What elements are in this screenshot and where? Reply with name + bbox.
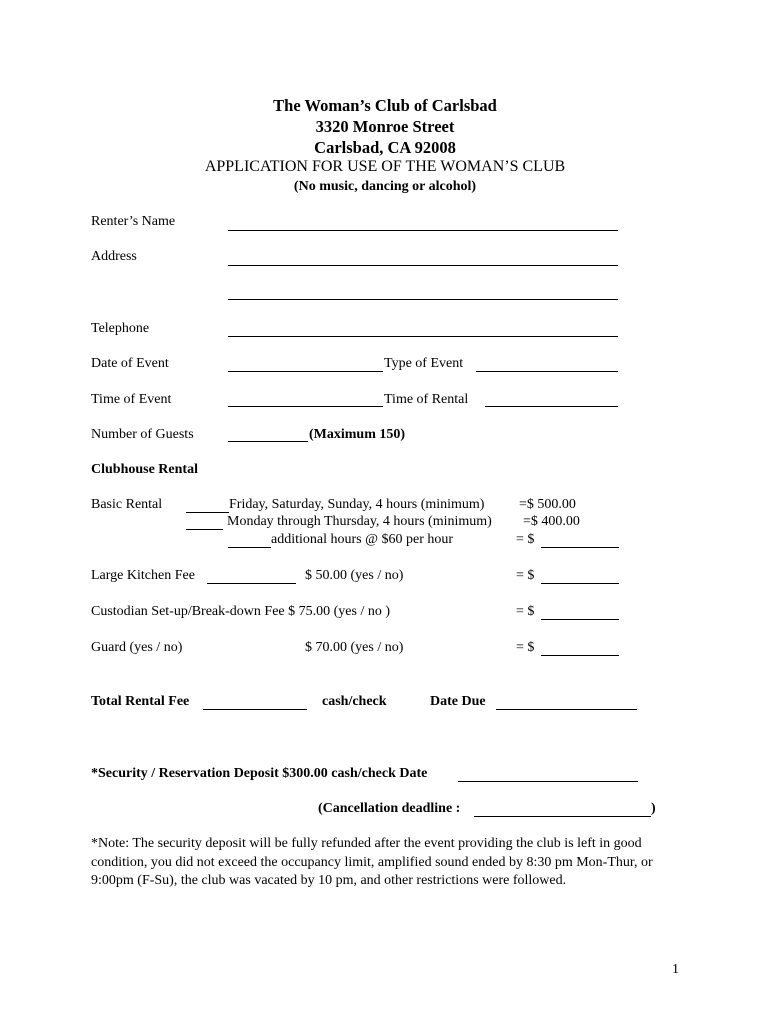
guard-fee-label: Guard (yes / no)	[91, 640, 183, 655]
telephone-field[interactable]	[228, 322, 618, 337]
date-of-event-label: Date of Event	[91, 356, 169, 371]
basic-rental-weekday-price: =$ 400.00	[523, 514, 580, 529]
custodian-fee-eq: = $	[516, 604, 535, 619]
guard-fee-total-field[interactable]	[541, 641, 619, 656]
total-payment-method: cash/check	[322, 694, 387, 709]
kitchen-fee-price: $ 50.00 (yes / no)	[305, 568, 404, 583]
number-of-guests-field[interactable]	[228, 427, 308, 442]
kitchen-fee-total-field[interactable]	[541, 569, 619, 584]
security-deposit-date-field[interactable]	[458, 767, 638, 782]
basic-rental-label: Basic Rental	[91, 497, 163, 512]
kitchen-fee-label: Large Kitchen Fee	[91, 568, 195, 583]
kitchen-fee-field[interactable]	[207, 569, 296, 584]
time-of-event-field[interactable]	[228, 392, 383, 407]
cancellation-deadline-close: )	[651, 801, 656, 816]
clubhouse-rental-heading: Clubhouse Rental	[91, 462, 198, 477]
additional-hours-total-field[interactable]	[541, 533, 619, 548]
custodian-fee-label: Custodian Set-up/Break-down Fee $ 75.00 (yes / no )	[91, 604, 391, 619]
date-due-field[interactable]	[496, 695, 637, 710]
time-of-event-label: Time of Event	[91, 392, 172, 407]
telephone-label: Telephone	[91, 321, 150, 336]
restriction-note: (No music, dancing or alcohol)	[293, 179, 477, 194]
time-of-rental-label: Time of Rental	[384, 392, 469, 407]
basic-rental-weekend-check[interactable]	[186, 498, 229, 513]
date-of-event-field[interactable]	[228, 357, 383, 372]
cancellation-deadline-field[interactable]	[474, 802, 651, 817]
refund-note: *Note: The security deposit will be fully refunded after the event providing the club is left in good condition, you did not exceed the occupancy limit, amplified sound ended by 8:30 pm Mon-Thur, or 9:00pm (F-Su), the club was vacated by 10 pm, and other restrictions were followed.	[91, 836, 653, 888]
address-label: Address	[91, 249, 137, 264]
additional-hours-eq: = $	[516, 532, 535, 547]
custodian-fee-total-field[interactable]	[541, 605, 619, 620]
address-field-line1[interactable]	[228, 251, 618, 266]
guard-fee-price: $ 70.00 (yes / no)	[305, 640, 404, 655]
renter-name-field[interactable]	[228, 216, 618, 231]
application-title: APPLICATION FOR USE OF THE WOMAN’S CLUB	[204, 158, 566, 175]
total-rental-fee-label: Total Rental Fee	[91, 694, 190, 709]
page-number: 1	[672, 962, 679, 977]
cancellation-deadline-label: (Cancellation deadline :	[318, 801, 461, 816]
city-address: Carlsbad, CA 92008	[314, 138, 456, 157]
basic-rental-weekday-text: Monday through Thursday, 4 hours (minimum)	[227, 514, 492, 529]
security-deposit-label: *Security / Reservation Deposit $300.00 cash/check Date	[91, 766, 428, 781]
time-of-rental-field[interactable]	[485, 392, 618, 407]
additional-hours-field[interactable]	[228, 533, 271, 548]
type-of-event-field[interactable]	[476, 357, 618, 372]
basic-rental-weekday-check[interactable]	[186, 515, 223, 530]
guard-fee-eq: = $	[516, 640, 535, 655]
kitchen-fee-eq: = $	[516, 568, 535, 583]
renter-name-label: Renter’s Name	[91, 214, 176, 229]
basic-rental-weekend-text: Friday, Saturday, Sunday, 4 hours (minimum)	[229, 497, 485, 512]
date-due-label: Date Due	[430, 694, 486, 709]
type-of-event-label: Type of Event	[384, 356, 464, 371]
total-rental-fee-field[interactable]	[203, 695, 307, 710]
club-name: The Woman’s Club of Carlsbad	[273, 96, 497, 115]
address-field-line2[interactable]	[228, 285, 618, 300]
max-guests-note: (Maximum 150)	[309, 427, 406, 442]
additional-hours-text: additional hours @ $60 per hour	[271, 532, 454, 547]
number-of-guests-label: Number of Guests	[91, 427, 194, 442]
street-address: 3320 Monroe Street	[315, 117, 455, 136]
basic-rental-weekend-price: =$ 500.00	[519, 497, 576, 512]
